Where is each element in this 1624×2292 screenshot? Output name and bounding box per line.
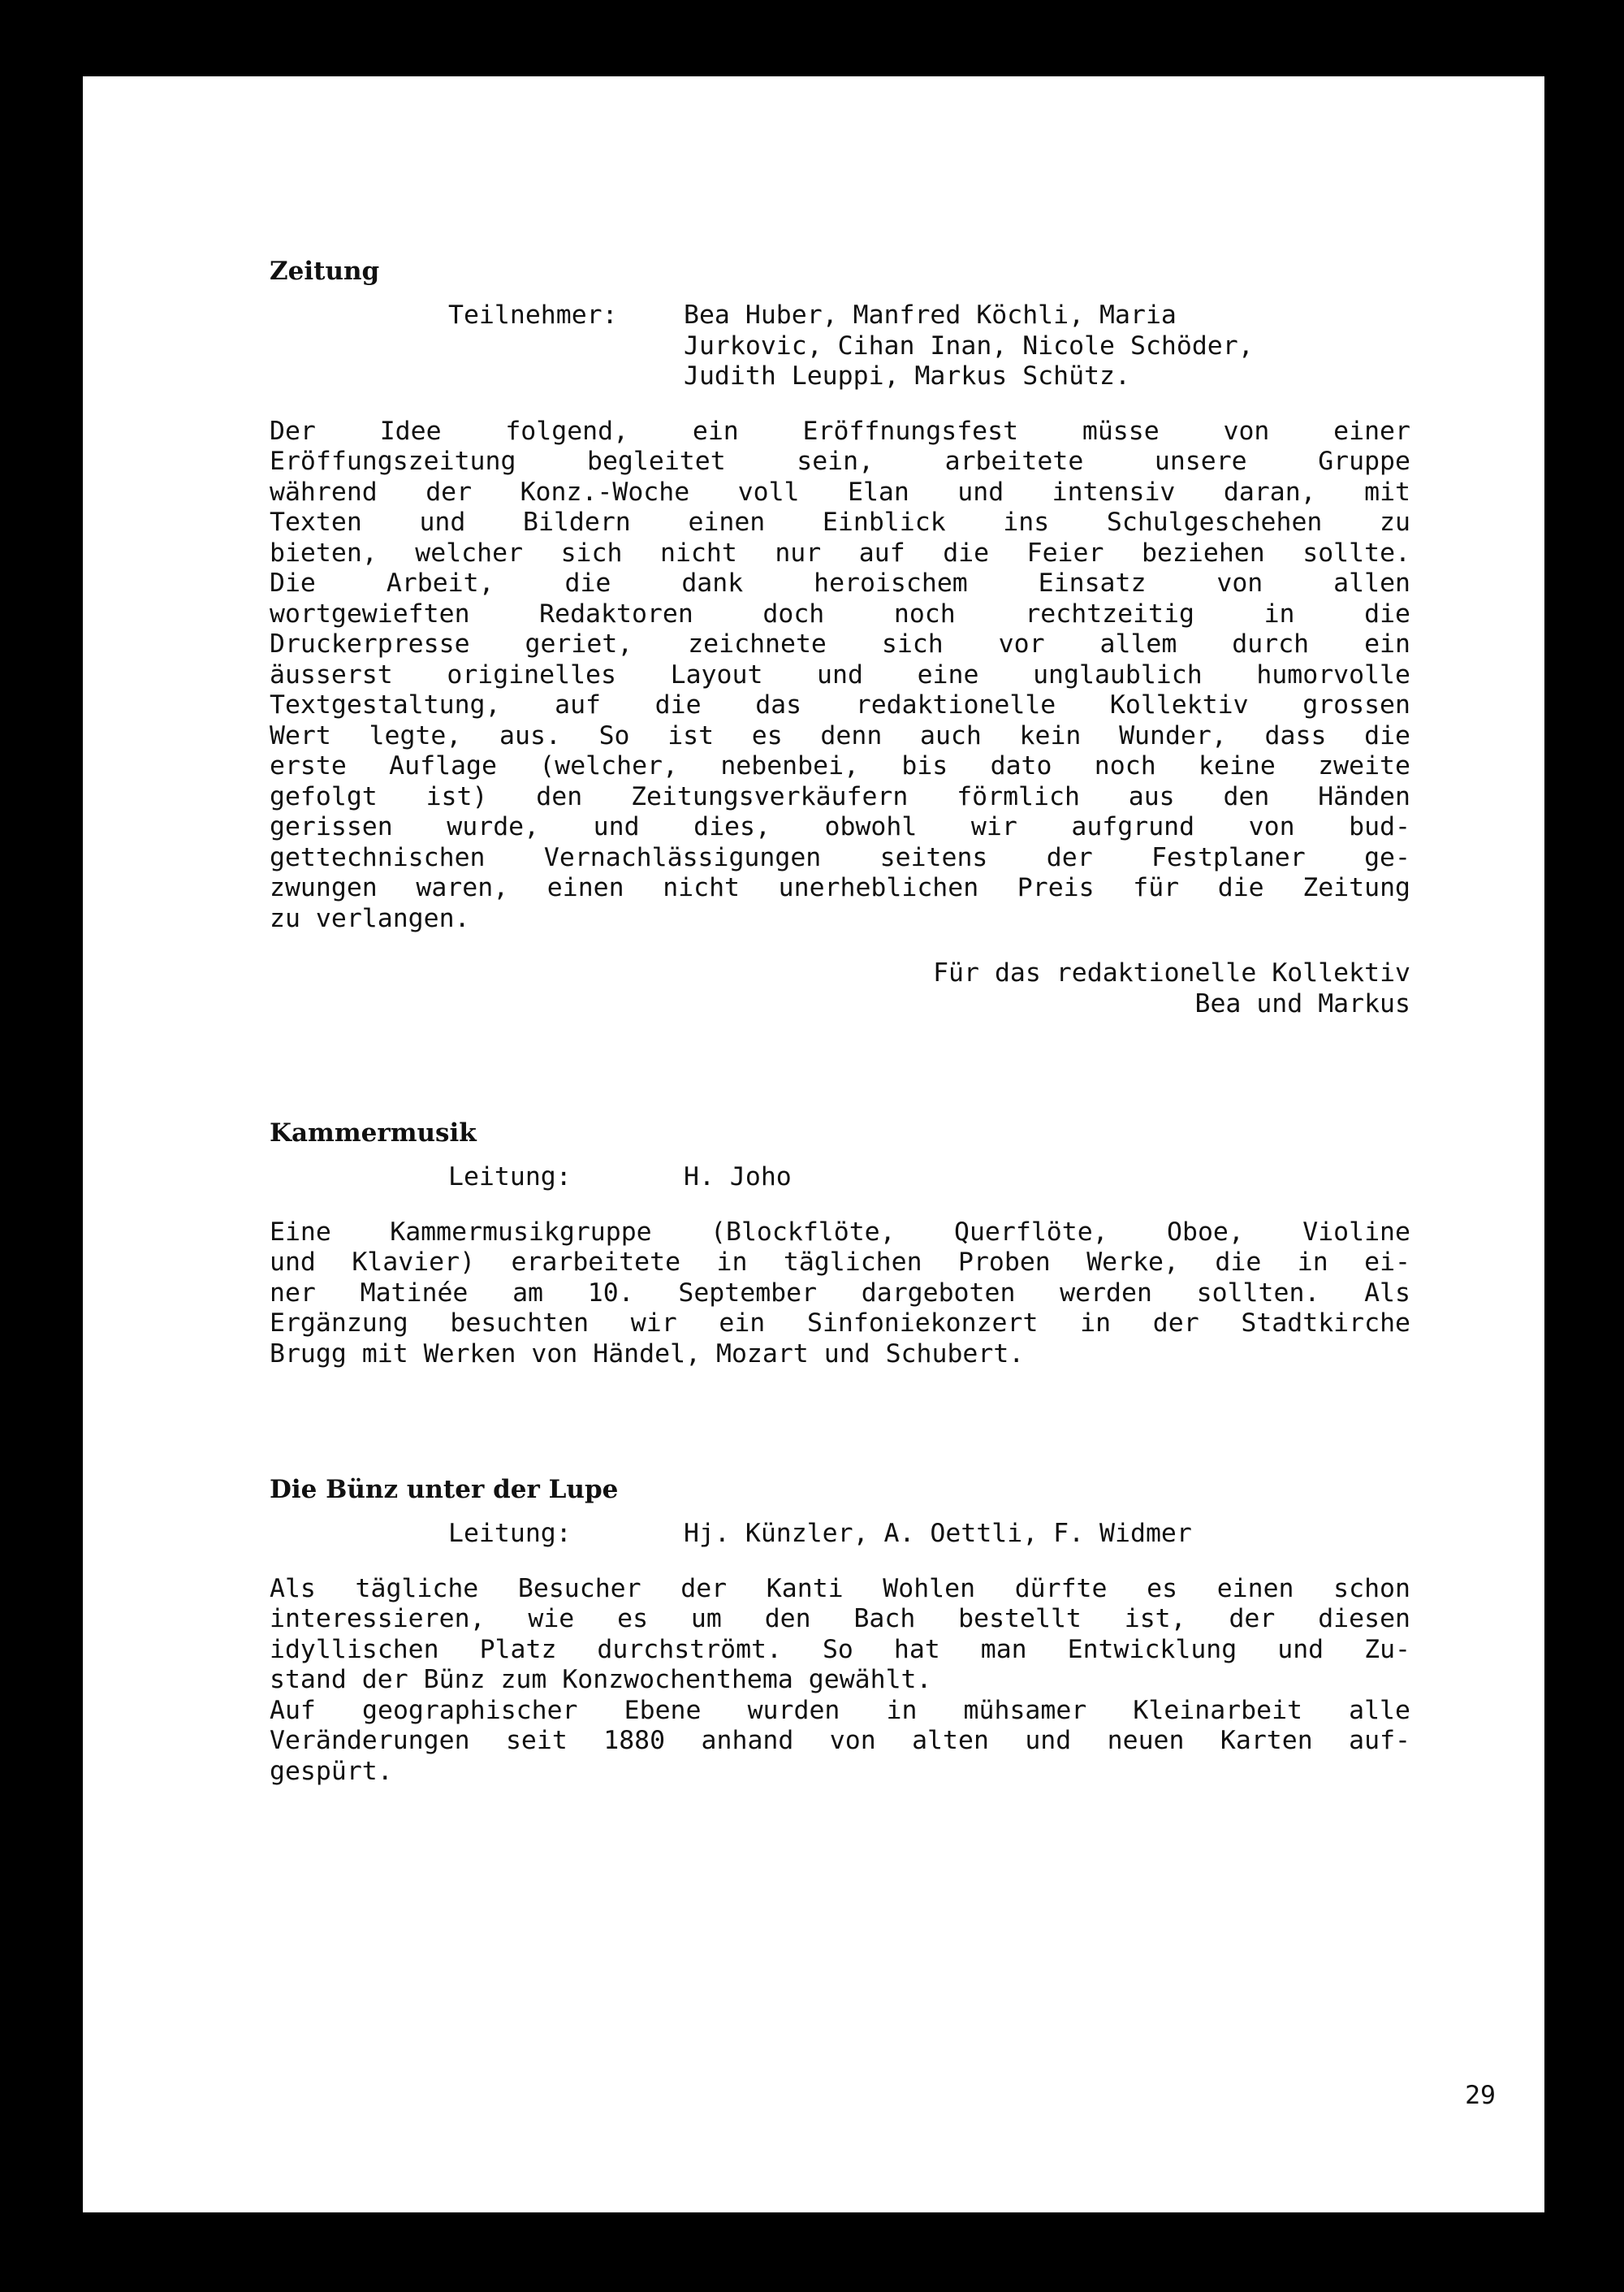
participants-line: Judith Leuppi, Markus Schütz. [684, 361, 1130, 391]
paragraph-line: Als tägliche Besucher der Kanti Wohlen dürfte es einen schon [270, 1573, 1410, 1603]
paragraph-line: zu verlangen. [270, 903, 470, 933]
signature-block [270, 958, 1410, 1019]
paragraph-line: Eröffungszeitung begleitet sein, arbeitete unsere Gruppe [270, 447, 1410, 476]
participants-label: Teilnehmer: [448, 301, 618, 330]
paragraph-line: und Klavier) erarbeitete in täglichen Proben Werke, die in ei- [270, 1248, 1410, 1277]
section-paragraph [270, 417, 1410, 935]
section-paragraph [270, 1217, 1410, 1370]
paragraph-line: Die Arbeit, die dank heroischem Einsatz von allen [270, 569, 1410, 598]
section-kammermusik [270, 1117, 1410, 1369]
paragraph-line: Brugg mit Werken von Händel, Mozart und Schubert. [270, 1338, 1025, 1369]
leader-list [684, 1162, 1410, 1193]
paragraph-line: interessieren, wie es um den Bach bestellt ist, der diesen [270, 1604, 1410, 1633]
paragraph-line: Der Idee folgend, ein Eröffnungsfest müsse von einer [270, 416, 1410, 446]
paragraph-line: Texten und Bildern einen Einblick ins Schulgeschehen zu [270, 508, 1410, 537]
paragraph-line: Wert legte, aus. So ist es denn auch kein Wunder, dass die [270, 720, 1410, 750]
paragraph-line: stand der Bünz zum Konzwochenthema gewählt. [270, 1665, 932, 1694]
paragraph-line: Veränderungen seit 1880 anhand von alten und neuen Karten auf- [270, 1726, 1410, 1755]
leader-line: Hj. Künzler, A. Oettli, F. Widmer [684, 1519, 1192, 1548]
section-zeitung [270, 255, 1410, 1019]
paragraph-line: bieten, welcher sich nicht nur auf die Feier beziehen sollte. [270, 538, 1410, 568]
section-paragraph [270, 1574, 1410, 1788]
participants-block [270, 301, 1410, 392]
leader-label: Leitung: [448, 1519, 572, 1548]
leader-block [270, 1162, 1410, 1193]
signature-line: Bea und Markus [1194, 988, 1410, 1018]
leader-label: Leitung: [448, 1162, 572, 1191]
paragraph-line: erste Auflage (welcher, nebenbei, bis dato noch keine zweite [270, 751, 1410, 781]
paragraph-line: gettechnischen Vernachlässigungen seitens der Festplaner ge- [270, 842, 1410, 872]
paragraph-line: gerissen wurde, und dies, obwohl wir aufgrund von bud- [270, 812, 1410, 841]
paragraph-line: Eine Kammermusikgruppe (Blockflöte, Querflöte, Oboe, Violine [270, 1217, 1410, 1247]
paragraph-line: gespürt. [270, 1756, 393, 1786]
paragraph-line: Auf geographischer Ebene wurden in mühsamer Kleinarbeit alle [270, 1695, 1410, 1725]
participants-list [684, 301, 1410, 392]
paragraph-line: während der Konz.-Woche voll Elan und intensiv daran, mit [270, 477, 1410, 507]
leader-list [684, 1519, 1410, 1550]
participants-line: Bea Huber, Manfred Köchli, Maria [684, 301, 1177, 330]
paragraph-line: zwungen waren, einen nicht unerheblichen Preis für die Zeitung [270, 873, 1410, 902]
page-content [270, 255, 1410, 1787]
leader-line: H. Joho [684, 1162, 792, 1191]
section-buenz [270, 1473, 1410, 1787]
paragraph-line: wortgewieften Redaktoren doch noch rechtzeitig in die [270, 599, 1410, 629]
paragraph-line: Textgestaltung, auf die das redaktionelle Kollektiv grossen [270, 690, 1410, 720]
page-sheet [83, 76, 1544, 2212]
section-heading: Zeitung [270, 257, 380, 286]
section-heading: Die Bünz unter der Lupe [270, 1475, 619, 1504]
leader-block [270, 1519, 1410, 1550]
paragraph-line: gefolgt ist) den Zeitungsverkäufern förmlich aus den Händen [270, 781, 1410, 811]
signature-line: Für das redaktionelle Kollektiv [933, 958, 1410, 988]
paragraph-line: äusserst originelles Layout und eine unglaublich humorvolle [270, 659, 1410, 690]
paragraph-line: ner Matinée am 10. September dargeboten werden sollten. Als [270, 1278, 1410, 1308]
paragraph-line: Ergänzung besuchten wir ein Sinfoniekonzert in der Stadtkirche [270, 1308, 1410, 1338]
paragraph-line: idyllischen Platz durchströmt. So hat man Entwicklung und Zu- [270, 1634, 1410, 1664]
page-number: 29 [1465, 2081, 1496, 2110]
paragraph-line: Druckerpresse geriet, zeichnete sich vor allem durch ein [270, 629, 1410, 659]
participants-line: Jurkovic, Cihan Inan, Nicole Schöder, [684, 331, 1254, 361]
section-heading: Kammermusik [270, 1118, 477, 1148]
